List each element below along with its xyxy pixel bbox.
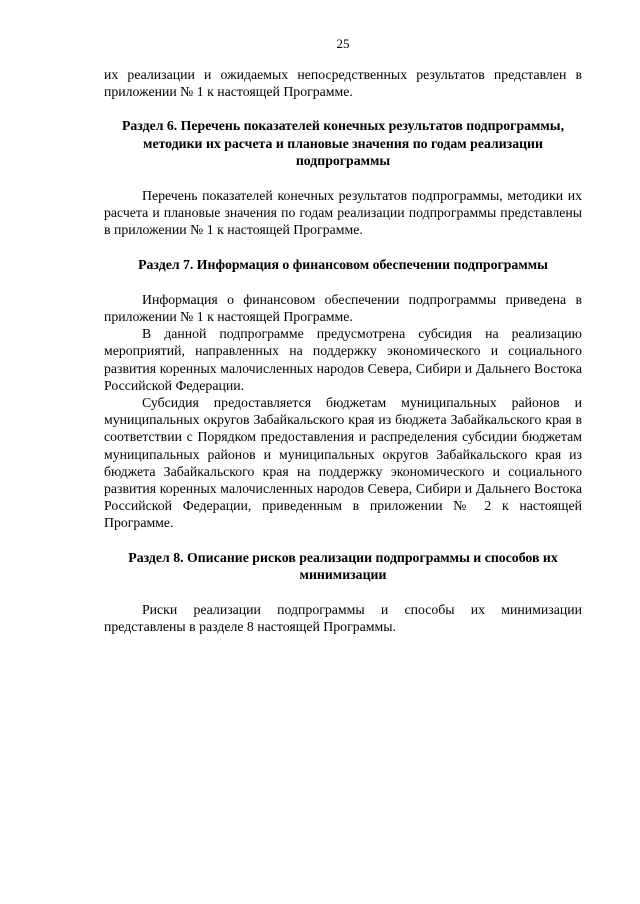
section-7-paragraph-1: Информация о финансовом обеспечении подпрограммы приведена в приложении № 1 к настоящей Программе. [104,291,582,325]
section-7-paragraph-3: Субсидия предоставляется бюджетам муниципальных районов и муниципальных округов Забайкальского края из бюджета Забайкальского края в соответствии с Порядком предоставления и распределения субсидии бюджетам муниципальных районов и муниципальных округов Забайкальского края из бюджета Забайкальского края на поддержку экономического и социального развития коренных малочисленных народов Севера, Сибири и Дальнего Востока Российской Федерации, приведенным в приложении № 2 к настоящей Программе. [104,395,582,531]
section-7-paragraph-2: В данной подпрограмме предусмотрена субсидия на реализацию мероприятий, направленных на поддержку экономического и социального развития коренных малочисленных народов Севера, Сибири и Дальнего Востока Российской Федерации. [104,326,582,393]
section-8-heading: Раздел 8. Описание рисков реализации подпрограммы и способов их минимизации [128,549,558,582]
page-number: 25 [336,36,350,51]
intro-paragraph: их реализации и ожидаемых непосредственных результатов представлен в приложении № 1 к настоящей Программе. [104,67,582,100]
section-8 [104,549,582,636]
section-6-paragraph-1: Перечень показателей конечных результатов подпрограммы, методики их расчета и плановые значения по годам реализации подпрограммы представлены в приложении № 1 к настоящей Программе. [104,188,582,238]
section-7-heading: Раздел 7. Информация о финансовом обеспечении подпрограммы [138,256,548,272]
section-6-heading: Раздел 6. Перечень показателей конечных результатов подпрограммы, методики их расчета и плановые значения по годам реализации подпрограммы [121,118,565,168]
section-6 [104,117,582,238]
section-8-paragraph-1: Риски реализации подпрограммы и способы их минимизации представлены в разделе 8 настоящей Программы. [104,602,582,635]
section-7 [104,256,582,532]
